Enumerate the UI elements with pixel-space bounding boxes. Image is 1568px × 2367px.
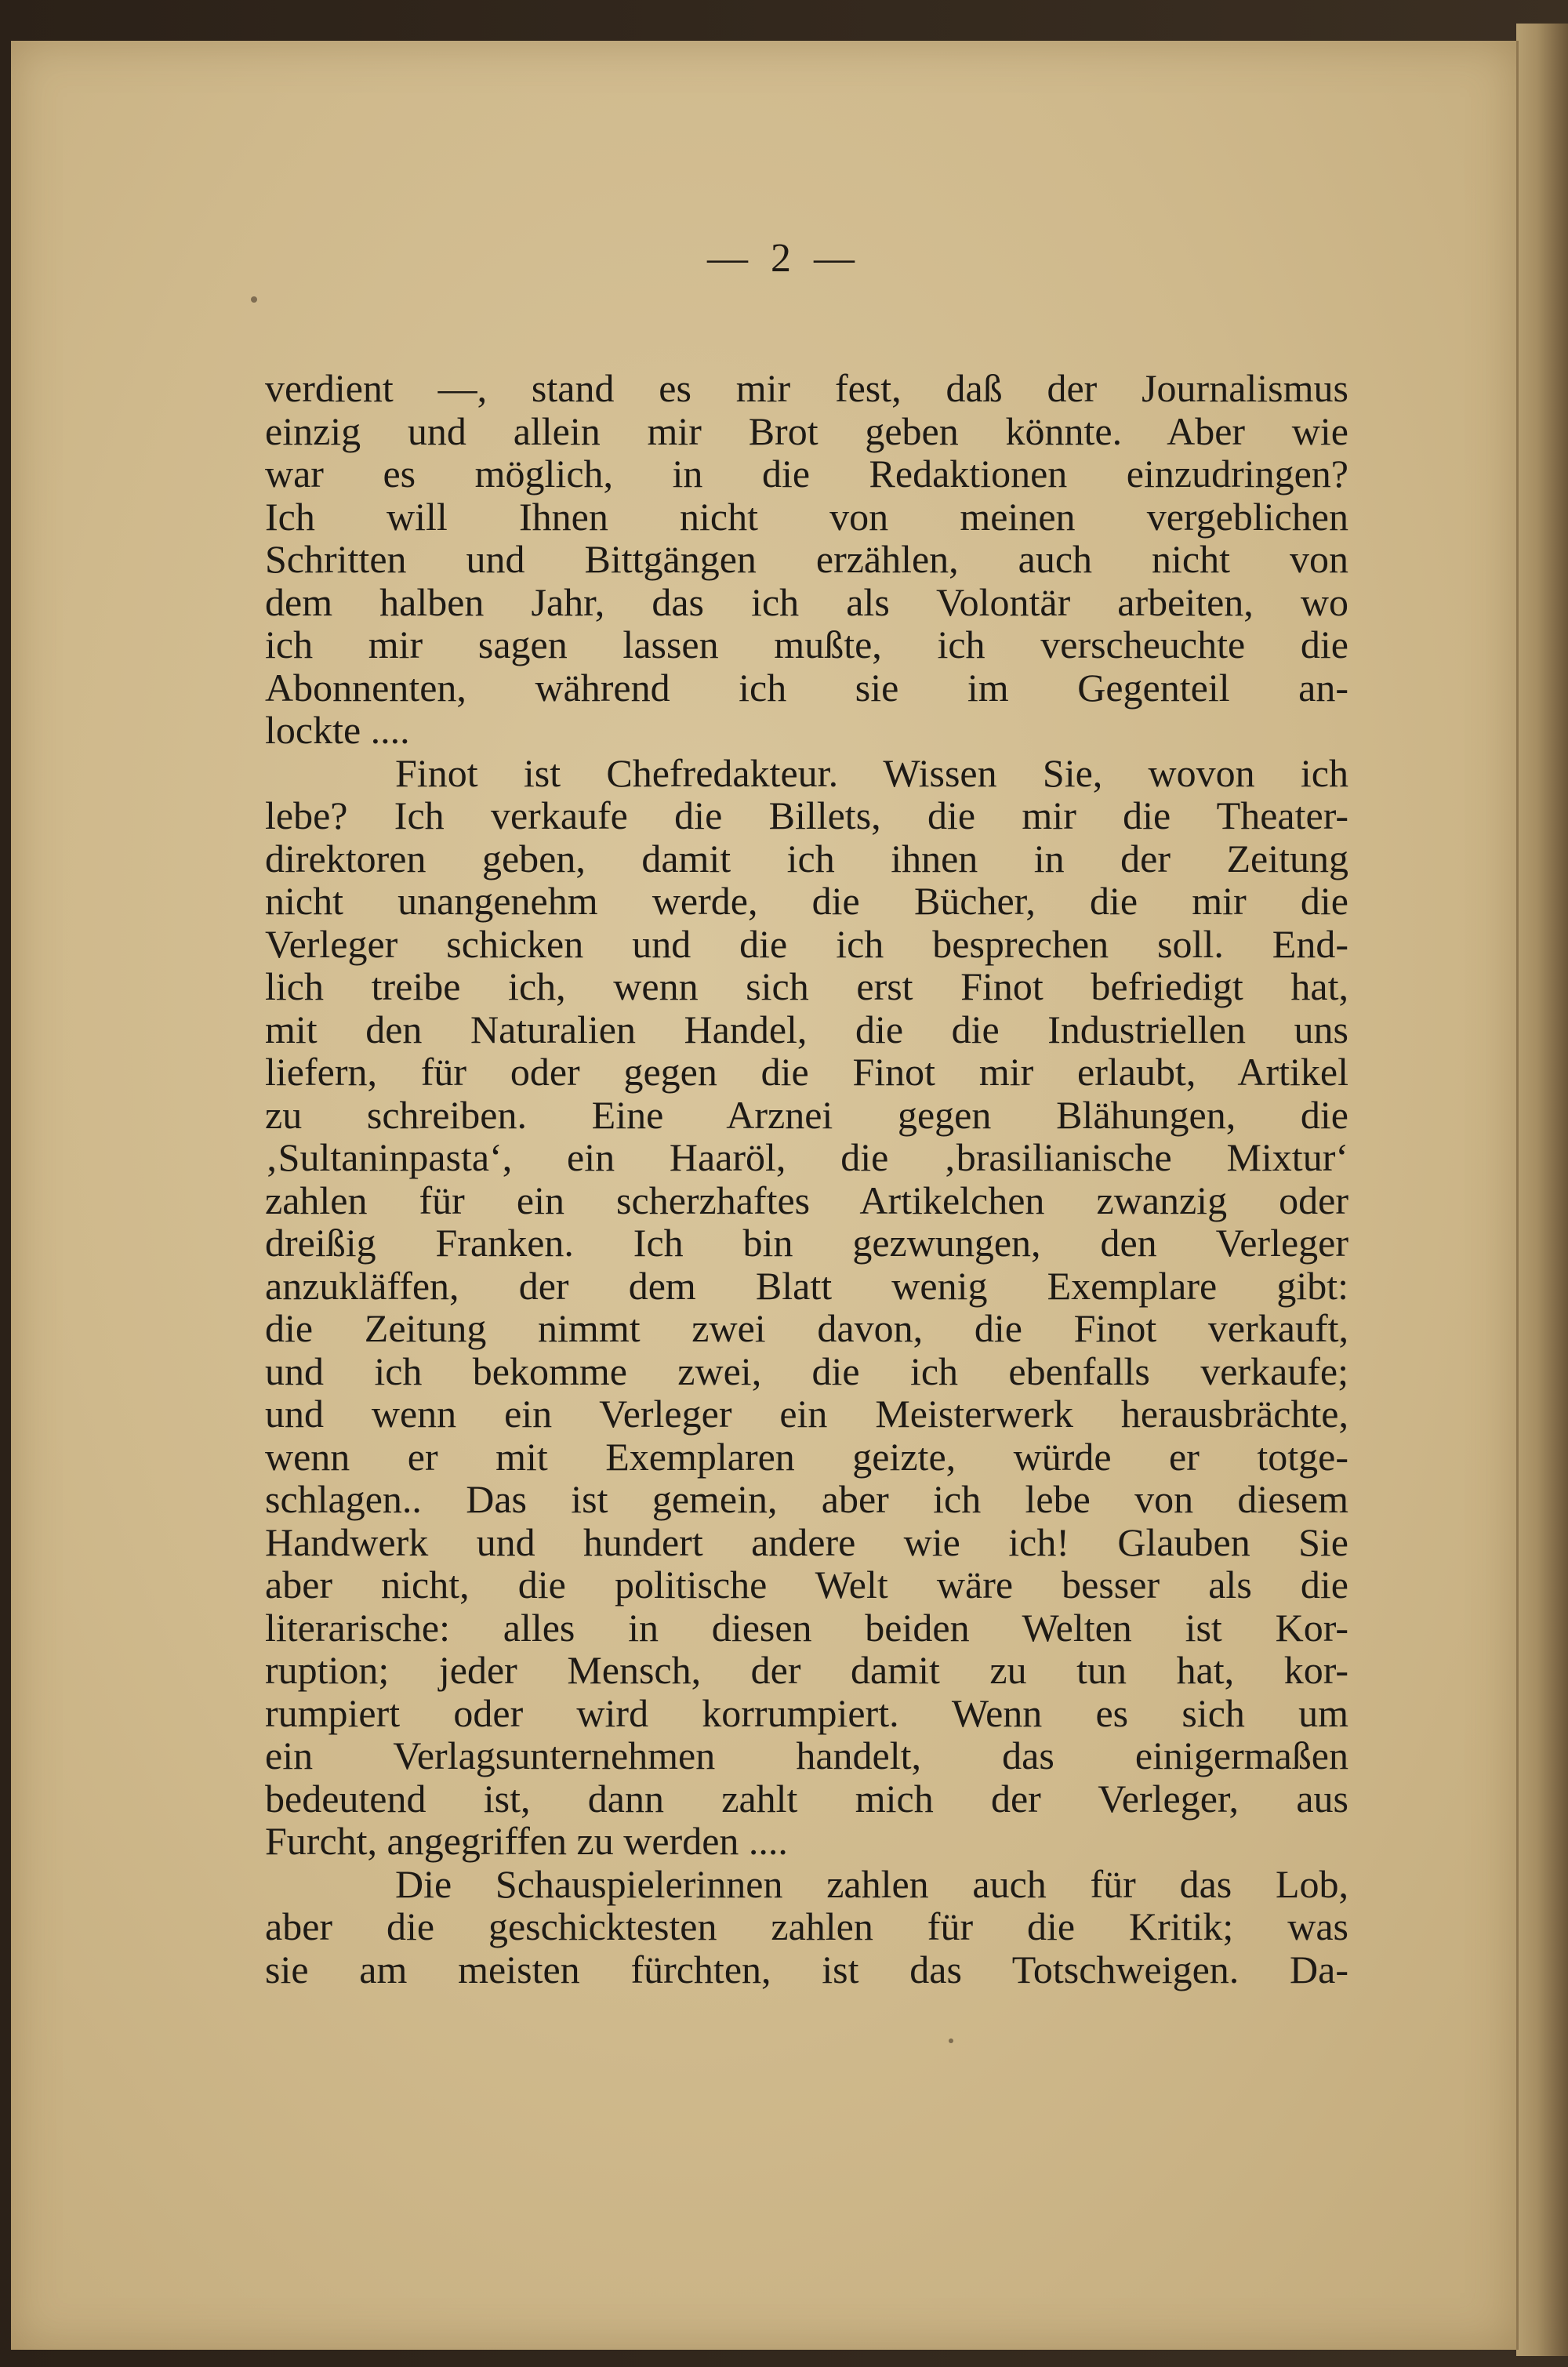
text-line: rumpiert oder wird korrumpiert. Wenn es sich um [265, 1690, 1348, 1735]
ink-spot [251, 296, 257, 303]
text-line: lockte .... [265, 708, 410, 752]
text-line: aber nicht, die politische Welt wäre besser als die [265, 1563, 1348, 1606]
text-line-paragraph-start: Die Schauspielerinnen zahlen auch für das Lob, [395, 1861, 1348, 1906]
page-edge-strip [1516, 24, 1568, 2356]
text-line: sie am meisten fürchten, ist das Totschweigen. Da- [265, 1947, 1348, 1991]
text-line: Abonnenten, während ich sie im Gegenteil an- [265, 665, 1348, 710]
text-line: war es möglich, in die Redaktionen einzudringen? [265, 452, 1348, 496]
text-line: bedeutend ist, dann zahlt mich der Verleger, aus [265, 1776, 1348, 1821]
text-line: Furcht, angegriffen zu werden .... [265, 1819, 788, 1863]
text-line: Ich will Ihnen nicht von meinen vergeblichen [265, 494, 1348, 539]
body-text [265, 367, 1348, 1991]
text-line: und ich bekomme zwei, die ich ebenfalls verkaufe; [265, 1349, 1348, 1393]
text-line: zu schreiben. Eine Arznei gegen Blähungen, die [265, 1092, 1348, 1137]
text-line: mit den Naturalien Handel, die die Industriellen uns [265, 1007, 1348, 1051]
text-line: zahlen für ein scherzhaftes Artikelchen zwanzig oder [265, 1178, 1348, 1222]
text-line: anzukläffen, der dem Blatt wenig Exemplare gibt: [265, 1263, 1348, 1308]
text-line: dreißig Franken. Ich bin gezwungen, den Verleger [265, 1221, 1348, 1265]
text-line: verdient —, stand es mir fest, daß der Journalismus [265, 366, 1348, 410]
text-line: ‚Sultaninpasta‘, ein Haaröl, die ‚brasilianische Mixtur‘ [265, 1135, 1348, 1179]
text-line: direktoren geben, damit ich ihnen in der Zeitung [265, 836, 1348, 880]
text-line: dem halben Jahr, das ich als Volontär arbeiten, wo [265, 579, 1348, 624]
text-line: ich mir sagen lassen mußte, ich verscheuchte die [265, 623, 1348, 666]
text-line: und wenn ein Verleger ein Meisterwerk herausbrächte, [265, 1392, 1348, 1436]
text-line: wenn er mit Exemplaren geizte, würde er totge- [265, 1434, 1348, 1479]
text-line: liefern, für oder gegen die Finot mir erlaubt, Artikel [265, 1050, 1348, 1094]
text-line: nicht unangenehm werde, die Bücher, die mir die [265, 879, 1348, 923]
text-line: Verleger schicken und die ich besprechen soll. End- [265, 921, 1348, 966]
text-line-paragraph-start: Finot ist Chefredakteur. Wissen Sie, wovon ich [395, 750, 1348, 795]
ink-spot [949, 2038, 953, 2043]
text-line: lebe? Ich verkaufe die Billets, die mir die Theater- [265, 793, 1348, 837]
text-line: Schritten und Bittgängen erzählen, auch nicht von [265, 537, 1348, 581]
text-line: ruption; jeder Mensch, der damit zu tun hat, kor- [265, 1648, 1348, 1692]
text-line: aber die geschicktesten zahlen für die Kritik; was [265, 1904, 1348, 1948]
page-number: — 2 — [707, 236, 861, 281]
text-line: Handwerk und hundert andere wie ich! Glauben Sie [265, 1519, 1348, 1564]
text-line: einzig und allein mir Brot geben könnte. Aber wie [265, 408, 1348, 453]
text-line: schlagen.. Das ist gemein, aber ich lebe von diesem [265, 1477, 1348, 1521]
text-line: lich treibe ich, wenn sich erst Finot befriedigt hat, [265, 964, 1348, 1008]
text-line: ein Verlagsunternehmen handelt, das einigermaßen [265, 1734, 1348, 1777]
text-line: literarische: alles in diesen beiden Welten ist Kor- [265, 1605, 1348, 1650]
text-line: die Zeitung nimmt zwei davon, die Finot verkauft, [265, 1306, 1348, 1350]
